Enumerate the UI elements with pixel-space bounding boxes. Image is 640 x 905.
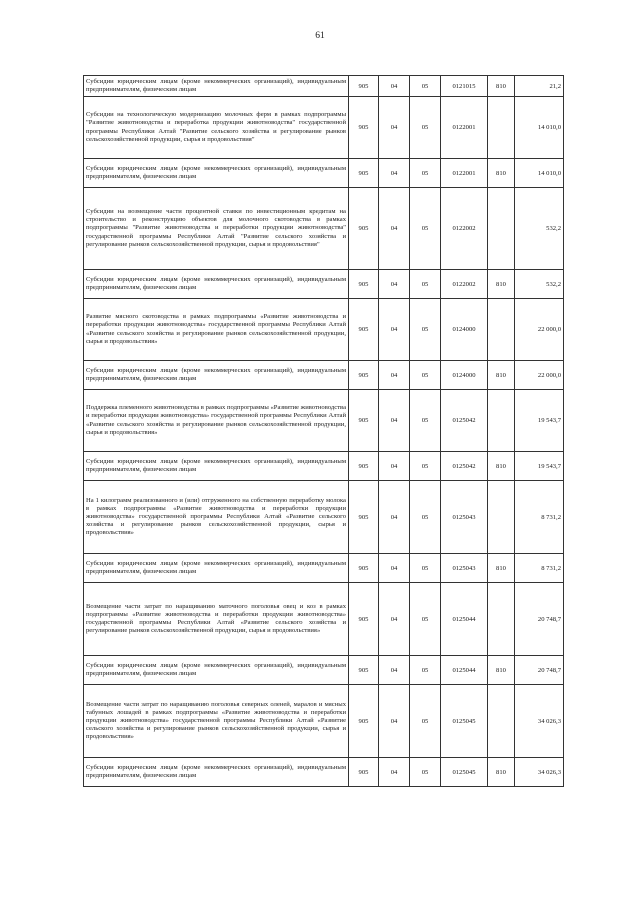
- row-description-cell: На 1 килограмм реализованного и (или) отгруженного на собственную переработку молока в рамках подпрограммы «Развитие животноводства и переработки продукции животноводства» государственной программы Республики Алтай «Развитие сельского хозяйства и регулирование рынков сельскохозяйственной продукции, сырья и продовольствия»: [84, 481, 349, 554]
- section-code-cell: 04: [379, 583, 410, 656]
- expense-type-code-cell: 810: [488, 76, 515, 97]
- ministry-code-cell: 905: [349, 76, 379, 97]
- ministry-code-cell: 905: [349, 481, 379, 554]
- table-row: [84, 390, 564, 452]
- table-row: [84, 481, 564, 554]
- row-description-cell: Поддержка племенного животноводства в рамках подпрограммы «Развитие животноводства и переработки продукции животноводства» государственной программы Республики Алтай «Развитие сельского хозяйства и регулирование рынков сельскохозяйственной продукции, сырья и продовольствия»: [84, 390, 349, 452]
- table-row: [84, 188, 564, 270]
- target-article-code-cell: 0125045: [441, 685, 488, 758]
- target-article-code-cell: 0125043: [441, 554, 488, 583]
- amount-cell: 22 000,0: [515, 299, 564, 361]
- ministry-code-cell: 905: [349, 758, 379, 787]
- amount-cell: 8 731,2: [515, 554, 564, 583]
- expense-type-code-cell: 810: [488, 758, 515, 787]
- subsection-code-cell: 05: [410, 76, 441, 97]
- row-description-cell: Субсидии на возмещение части процентной ставки по инвестиционным кредитам на строительство и реконструкцию объектов для молочного скотоводства в рамках подпрограммы "Развитие животноводства и переработки продукции животноводства" государственной программы Республики Алтай "Развитие сельского хозяйства и регулирование рынков сельскохозяйственной продукции, сырья и продовольствия": [84, 188, 349, 270]
- section-code-cell: 04: [379, 361, 410, 390]
- target-article-code-cell: 0122002: [441, 270, 488, 299]
- row-description-cell: Субсидии юридическим лицам (кроме некоммерческих организаций), индивидуальным предпринимателям, физическим лицам: [84, 758, 349, 787]
- row-description-cell: Возмещение части затрат по наращиванию поголовья северных оленей, маралов и мясных табунных лошадей в рамках подпрограммы «Развитие животноводства и переработки продукции животноводства» государственной программы Республики Алтай «Развитие сельского хозяйства и регулирование рынков сельскохозяйственной продукции, сырья и продовольствия»: [84, 685, 349, 758]
- expense-type-code-cell: 810: [488, 452, 515, 481]
- subsection-code-cell: 05: [410, 452, 441, 481]
- table-row: [84, 361, 564, 390]
- table-row: [84, 656, 564, 685]
- ministry-code-cell: 905: [349, 452, 379, 481]
- subsection-code-cell: 05: [410, 583, 441, 656]
- expense-type-code-cell: [488, 685, 515, 758]
- table-row: [84, 76, 564, 97]
- row-description-cell: Субсидии юридическим лицам (кроме некоммерческих организаций), индивидуальным предпринимателям, физическим лицам: [84, 656, 349, 685]
- row-description-cell: Возмещение части затрат по наращиванию маточного поголовья овец и коз в рамках подпрограммы «Развитие животноводства и переработки продукции животноводства» государственной программы Республики Алтай «Развитие сельского хозяйства и регулирование рынков сельскохозяйственной продукции, сырья и продовольствия»: [84, 583, 349, 656]
- table-row: [84, 758, 564, 787]
- subsection-code-cell: 05: [410, 390, 441, 452]
- ministry-code-cell: 905: [349, 361, 379, 390]
- table-row: [84, 97, 564, 159]
- amount-cell: 21,2: [515, 76, 564, 97]
- row-description-cell: Субсидии юридическим лицам (кроме некоммерческих организаций), индивидуальным предпринимателям, физическим лицам: [84, 554, 349, 583]
- expense-type-code-cell: 810: [488, 159, 515, 188]
- table-body: [84, 76, 564, 787]
- expense-type-code-cell: [488, 390, 515, 452]
- target-article-code-cell: 0122001: [441, 97, 488, 159]
- ministry-code-cell: 905: [349, 390, 379, 452]
- row-description-cell: Субсидии на технологическую модернизацию молочных ферм в рамках подпрограммы "Развитие животноводства и переработка продукции животноводства" государственной программы Республики Алтай "Развитие сельского хозяйства и регулирование рынков сельскохозяйственной продукции, сырья и продовольствия": [84, 97, 349, 159]
- amount-cell: 22 000,0: [515, 361, 564, 390]
- row-description-cell: Развитие мясного скотоводства в рамках подпрограммы «Развитие животноводства и переработки продукции животноводства» государственной программы Республики Алтай «Развитие сельского хозяйства и регулирование рынков сельскохозяйственной продукции, сырья и продовольствия»: [84, 299, 349, 361]
- target-article-code-cell: 0125043: [441, 481, 488, 554]
- table-row: [84, 583, 564, 656]
- table-row: [84, 685, 564, 758]
- ministry-code-cell: 905: [349, 583, 379, 656]
- ministry-code-cell: 905: [349, 159, 379, 188]
- subsection-code-cell: 05: [410, 554, 441, 583]
- target-article-code-cell: 0125042: [441, 390, 488, 452]
- expense-type-code-cell: [488, 583, 515, 656]
- amount-cell: 20 748,7: [515, 656, 564, 685]
- page-number: 61: [315, 31, 325, 41]
- amount-cell: 19 543,7: [515, 452, 564, 481]
- subsection-code-cell: 05: [410, 361, 441, 390]
- ministry-code-cell: 905: [349, 188, 379, 270]
- ministry-code-cell: 905: [349, 554, 379, 583]
- section-code-cell: 04: [379, 188, 410, 270]
- section-code-cell: 04: [379, 554, 410, 583]
- target-article-code-cell: 0125045: [441, 758, 488, 787]
- ministry-code-cell: 905: [349, 685, 379, 758]
- section-code-cell: 04: [379, 656, 410, 685]
- amount-cell: 532,2: [515, 270, 564, 299]
- row-description-cell: Субсидии юридическим лицам (кроме некоммерческих организаций), индивидуальным предпринимателям, физическим лицам: [84, 76, 349, 97]
- target-article-code-cell: 0122001: [441, 159, 488, 188]
- amount-cell: 8 731,2: [515, 481, 564, 554]
- amount-cell: 19 543,7: [515, 390, 564, 452]
- amount-cell: 14 010,0: [515, 97, 564, 159]
- row-description-cell: Субсидии юридическим лицам (кроме некоммерческих организаций), индивидуальным предпринимателям, физическим лицам: [84, 361, 349, 390]
- subsection-code-cell: 05: [410, 97, 441, 159]
- table-row: [84, 299, 564, 361]
- subsection-code-cell: 05: [410, 299, 441, 361]
- amount-cell: 20 748,7: [515, 583, 564, 656]
- expense-type-code-cell: [488, 481, 515, 554]
- subsection-code-cell: 05: [410, 188, 441, 270]
- target-article-code-cell: 0121015: [441, 76, 488, 97]
- subsection-code-cell: 05: [410, 159, 441, 188]
- expense-type-code-cell: 810: [488, 554, 515, 583]
- ministry-code-cell: 905: [349, 656, 379, 685]
- section-code-cell: 04: [379, 76, 410, 97]
- subsection-code-cell: 05: [410, 481, 441, 554]
- ministry-code-cell: 905: [349, 97, 379, 159]
- section-code-cell: 04: [379, 159, 410, 188]
- section-code-cell: 04: [379, 97, 410, 159]
- expense-type-code-cell: 810: [488, 270, 515, 299]
- amount-cell: 14 010,0: [515, 159, 564, 188]
- amount-cell: 532,2: [515, 188, 564, 270]
- subsection-code-cell: 05: [410, 685, 441, 758]
- section-code-cell: 04: [379, 758, 410, 787]
- amount-cell: 34 026,3: [515, 758, 564, 787]
- table-row: [84, 270, 564, 299]
- target-article-code-cell: 0124000: [441, 361, 488, 390]
- table-row: [84, 452, 564, 481]
- row-description-cell: Субсидии юридическим лицам (кроме некоммерческих организаций), индивидуальным предпринимателям, физическим лицам: [84, 270, 349, 299]
- row-description-cell: Субсидии юридическим лицам (кроме некоммерческих организаций), индивидуальным предпринимателям, физическим лицам: [84, 159, 349, 188]
- section-code-cell: 04: [379, 390, 410, 452]
- budget-table: [83, 75, 564, 787]
- ministry-code-cell: 905: [349, 299, 379, 361]
- row-description-cell: Субсидии юридическим лицам (кроме некоммерческих организаций), индивидуальным предпринимателям, физическим лицам: [84, 452, 349, 481]
- table-row: [84, 159, 564, 188]
- target-article-code-cell: 0125042: [441, 452, 488, 481]
- subsection-code-cell: 05: [410, 270, 441, 299]
- table-row: [84, 554, 564, 583]
- target-article-code-cell: 0122002: [441, 188, 488, 270]
- section-code-cell: 04: [379, 299, 410, 361]
- target-article-code-cell: 0124000: [441, 299, 488, 361]
- expense-type-code-cell: 810: [488, 361, 515, 390]
- section-code-cell: 04: [379, 481, 410, 554]
- section-code-cell: 04: [379, 685, 410, 758]
- expense-type-code-cell: 810: [488, 656, 515, 685]
- amount-cell: 34 026,3: [515, 685, 564, 758]
- section-code-cell: 04: [379, 452, 410, 481]
- ministry-code-cell: 905: [349, 270, 379, 299]
- expense-type-code-cell: [488, 299, 515, 361]
- subsection-code-cell: 05: [410, 656, 441, 685]
- target-article-code-cell: 0125044: [441, 583, 488, 656]
- expense-type-code-cell: [488, 97, 515, 159]
- subsection-code-cell: 05: [410, 758, 441, 787]
- target-article-code-cell: 0125044: [441, 656, 488, 685]
- expense-type-code-cell: [488, 188, 515, 270]
- section-code-cell: 04: [379, 270, 410, 299]
